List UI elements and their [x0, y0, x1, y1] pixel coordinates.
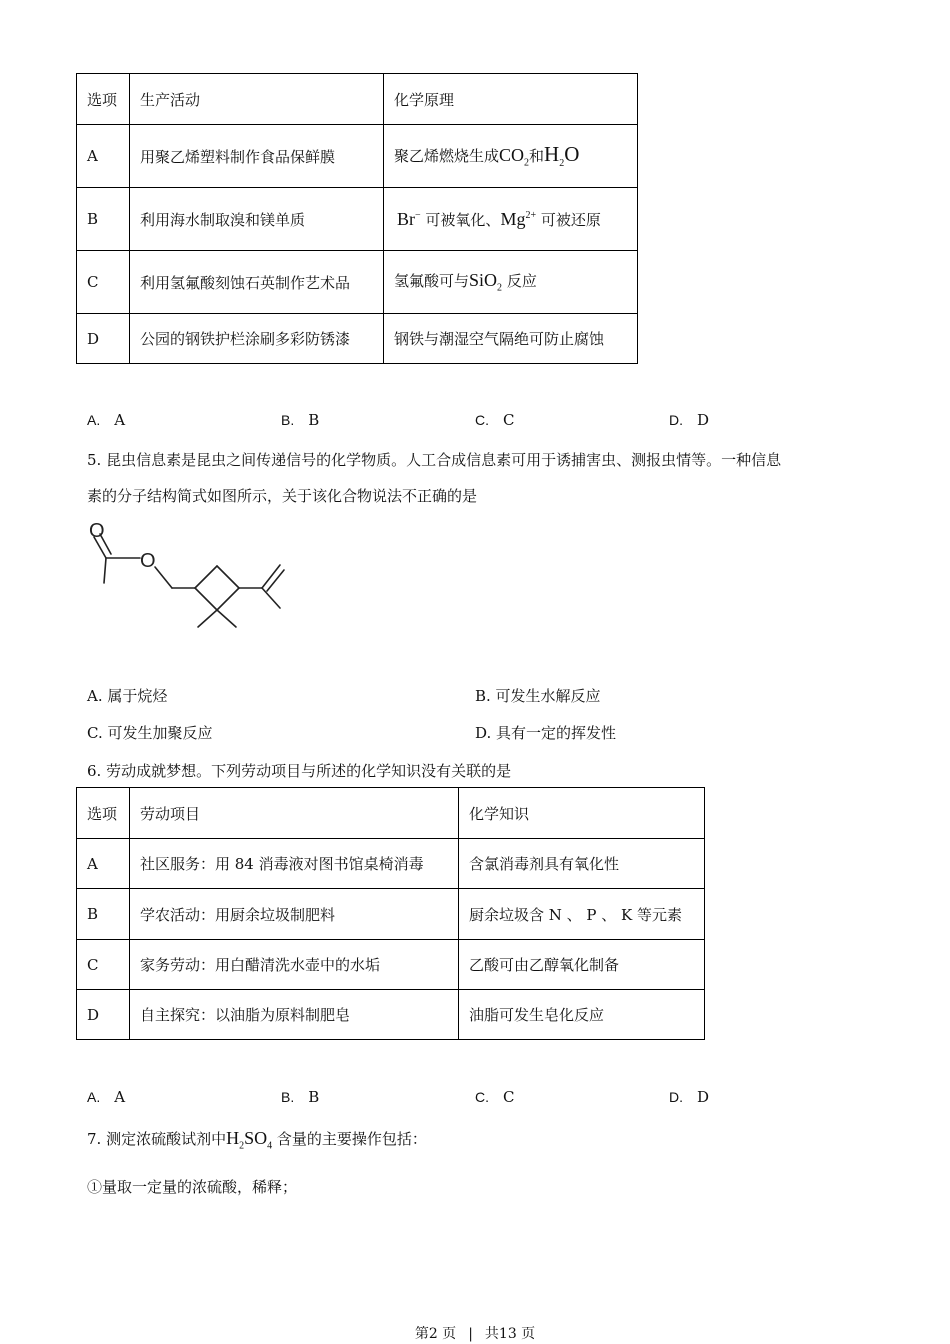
option-text: C: [503, 1088, 515, 1106]
q5-option-c[interactable]: C. 可发生加聚反应: [87, 724, 213, 742]
row-principle: [384, 188, 638, 251]
principle-text: 和: [529, 147, 545, 166]
option-text: A: [114, 1088, 126, 1106]
q6-stem: 6. 劳动成就梦想。下列劳动项目与所述的化学知识没有关联的是: [87, 762, 512, 780]
principle-text: 可被还原: [540, 210, 601, 229]
formula-subscript: 2: [239, 1140, 245, 1152]
q5-stem-line1: 5. 昆虫信息素是昆虫之间传递信号的化学物质。人工合成信息素可用于诱捕害虫、测报虫情等。一种信息: [87, 451, 782, 469]
header-knowledge: 化学知识: [459, 788, 705, 839]
formula-h2so4: [226, 1128, 273, 1152]
header-project: 劳动项目: [130, 788, 459, 839]
q6-option-b[interactable]: [281, 1088, 319, 1106]
row-knowledge: 含氯消毒剂具有氧化性: [459, 839, 705, 889]
q5-option-b[interactable]: B. 可发生水解反应: [475, 687, 601, 705]
table-row: [77, 188, 638, 251]
option-letter: B.: [281, 412, 295, 428]
formula-subscript: 2: [559, 158, 565, 170]
q4-option-c[interactable]: [475, 411, 514, 429]
formula-br-ion: [397, 209, 421, 229]
option-text: A: [114, 411, 126, 429]
option-letter: B.: [281, 1089, 295, 1105]
formula-superscript: −: [415, 209, 421, 221]
table-row: [77, 314, 638, 364]
q6-option-a[interactable]: [87, 1088, 125, 1106]
header-option: 选项: [77, 74, 130, 125]
table-row: [77, 889, 705, 940]
q7-stem-text: 含量的主要操作包括：: [276, 1130, 427, 1148]
principle-text: 氢氟酸可与: [394, 272, 470, 291]
formula-subscript: 4: [267, 1140, 273, 1152]
row-option: D: [77, 314, 130, 364]
row-activity: 利用海水制取溴和镁单质: [130, 188, 384, 251]
formula-text: Mg: [500, 208, 526, 229]
table-header-row: [77, 788, 705, 839]
header-option: 选项: [77, 788, 130, 839]
principle-text: 反应: [506, 272, 537, 291]
formula-co2: [499, 145, 530, 169]
atom-label-ester-oxygen: O: [140, 550, 156, 572]
option-text: D: [697, 1088, 710, 1106]
header-activity: 生产活动: [130, 74, 384, 125]
option-letter: A.: [87, 1089, 101, 1105]
row-knowledge: 厨余垃圾含 N 、 P 、 K 等元素: [459, 889, 705, 940]
formula-superscript: 2+: [525, 209, 537, 221]
formula-mg-ion: [500, 209, 536, 229]
row-project: 社区服务：用 84 消毒液对图书馆桌椅消毒: [130, 839, 459, 889]
principle-text: 聚乙烯燃烧生成: [394, 147, 500, 166]
formula-sio2: [469, 270, 503, 294]
formula-text: H: [544, 142, 560, 167]
row-activity: 公园的钢铁护栏涂刷多彩防锈漆: [130, 314, 384, 364]
table-row: [77, 940, 705, 990]
q6-option-c[interactable]: [475, 1088, 514, 1106]
table-row: [77, 125, 638, 188]
row-principle: [384, 125, 638, 188]
row-option: B: [77, 188, 130, 251]
header-principle: 化学原理: [384, 74, 638, 125]
formula-subscript: 2: [524, 158, 530, 169]
q5-option-d[interactable]: D. 具有一定的挥发性: [475, 724, 617, 742]
table-production-principles: [76, 73, 638, 364]
q6-option-d[interactable]: [669, 1088, 709, 1106]
row-option: B: [77, 889, 130, 940]
row-option: C: [77, 251, 130, 314]
q4-option-d[interactable]: [669, 411, 709, 429]
footer-separator: |: [468, 1326, 473, 1342]
formula-text: Br: [397, 208, 415, 229]
principle-text: 可被氧化、: [425, 210, 501, 229]
formula-text: CO: [499, 145, 525, 166]
row-option: A: [77, 839, 130, 889]
row-project: 家务劳动：用白醋清洗水壶中的水垢: [130, 940, 459, 990]
row-project: 自主探究：以油脂为原料制肥皂: [130, 990, 459, 1040]
option-letter: D.: [669, 412, 683, 428]
table-row: [77, 990, 705, 1040]
row-project: 学农活动：用厨余垃圾制肥料: [130, 889, 459, 940]
q4-option-a[interactable]: [87, 411, 125, 429]
formula-h2o: [544, 142, 580, 170]
table-header-row: [77, 74, 638, 125]
formula-text: O: [564, 142, 580, 167]
q5-stem-line2: 素的分子结构简式如图所示，关于该化合物说法不正确的是: [87, 487, 478, 505]
row-activity: 用聚乙烯塑料制作食品保鲜膜: [130, 125, 384, 188]
formula-text: SiO: [469, 270, 498, 291]
row-principle: 钢铁与潮湿空气隔绝可防止腐蚀: [384, 314, 638, 364]
row-principle: [384, 251, 638, 314]
option-text: B: [308, 411, 320, 429]
table-labor-knowledge: [76, 787, 705, 1040]
formula-subscript: 2: [497, 282, 503, 294]
row-activity: 利用氢氟酸刻蚀石英制作艺术品: [130, 251, 384, 314]
row-knowledge: 油脂可发生皂化反应: [459, 990, 705, 1040]
formula-text: H: [226, 1128, 240, 1148]
option-letter: A.: [87, 412, 101, 428]
row-option: C: [77, 940, 130, 990]
q7-stem: [87, 1128, 427, 1152]
option-text: B: [308, 1088, 320, 1106]
table-row: [77, 251, 638, 314]
row-option: D: [77, 990, 130, 1040]
option-letter: C.: [475, 412, 489, 428]
page-number: 第2 页: [414, 1326, 457, 1342]
option-text: C: [503, 411, 515, 429]
row-knowledge: 乙酸可由乙醇氧化制备: [459, 940, 705, 990]
q5-option-a[interactable]: A. 属于烷烃: [87, 687, 168, 705]
atom-label-carbonyl-oxygen: O: [89, 520, 105, 542]
option-letter: C.: [475, 1089, 489, 1105]
table-row: [77, 839, 705, 889]
option-text: D: [697, 411, 710, 429]
formula-text: SO: [244, 1128, 268, 1148]
molecule-structure-diagram: [80, 515, 300, 635]
page-total: 共13 页: [484, 1326, 536, 1342]
row-option: A: [77, 125, 130, 188]
q4-option-b[interactable]: [281, 411, 319, 429]
q7-step-1: ①量取一定量的浓硫酸，稀释；: [87, 1178, 298, 1196]
page-footer: [0, 1323, 950, 1343]
option-letter: D.: [669, 1089, 683, 1105]
q7-stem-text: 7. 测定浓硫酸试剂中: [87, 1130, 227, 1148]
